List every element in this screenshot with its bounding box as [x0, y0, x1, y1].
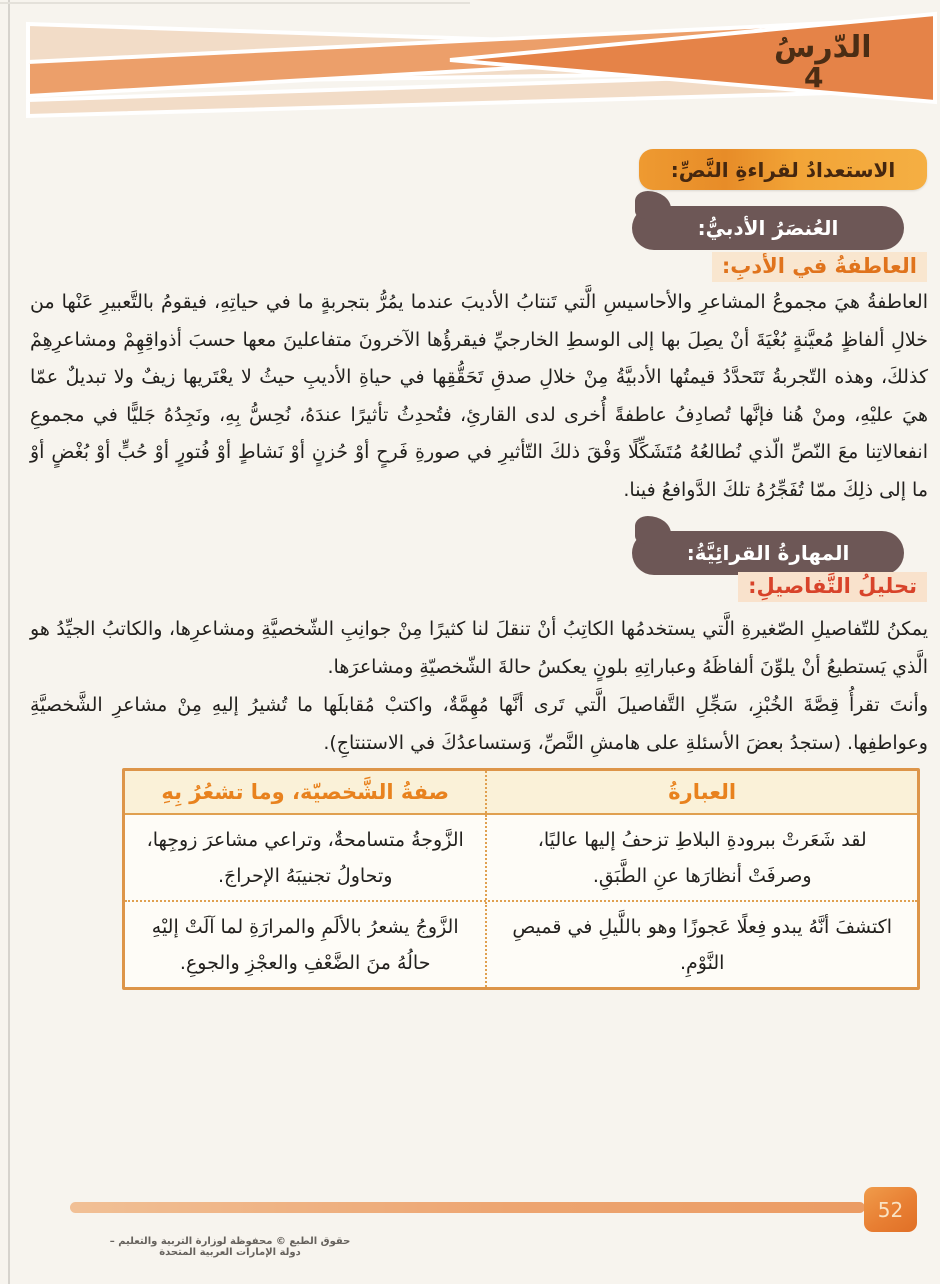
phrase-column-header: العبارةُ	[485, 771, 917, 813]
page-number-badge: 52	[864, 1187, 917, 1232]
lesson-label: الدّرسُ	[774, 29, 872, 65]
reading-skill-badge: المهارةُ القرائِيَّةُ:	[632, 531, 904, 575]
scan-edge-left	[8, 0, 10, 1284]
analyzing-details-heading: تحليلُ التَّفاصيلِ:	[738, 572, 927, 602]
details-paragraph-1: يمكنُ للتّفاصيلِ الصّغيرةِ الَّتي يستخدمُها الكاتِبُ أنْ تنقلَ لنا كثيرًا مِنْ جوانِبِ الشّخصيَّةِ ومشاعرِها، والكاتبُ الجيِّدُ هو الَّذي يَستطيعُ أنْ يلوِّنَ ألفاظَهُ وعباراتِهِ بلونٍ يعكسُ حالةَ الشّخصيّةِ ومشاعرَها.	[30, 618, 928, 678]
emotion-in-literature-heading: العاطفةُ في الأدبِ:	[712, 252, 927, 282]
trait-cell: الزَّوجُ يشعرُ بالألَمِ والمرارَةِ لما آلَتْ إليْهِ حالُهُ منَ الضَّعْفِ والعجْزِ والجوعِ.	[151, 915, 459, 974]
details-paragraph-2: وأنتَ تقرأُ قِصَّةَ الخُبْزِ، سَجِّلِ التَّفاصيلَ الَّتي تَرى أنَّها مُهِمَّةٌ، واكتبْ مُقابلَها ما تُشيرُ إليهِ مِنْ مشاعرِ الشَّخصيَّةِ وعواطفِها. (ستجدُ بعضَ الأسئلةِ على هامشِ النَّصِّ، وَستساعدُكَ في الاستنتاجِ).	[30, 694, 928, 754]
emotion-paragraph: العاطفةُ هيَ مجموعُ المشاعرِ والأحاسيسِ الَّتي تَنتابُ الأديبَ عندما يمُرُّ بتجربةٍ ما في حياتِهِ، فيقومُ بالتَّعبيرِ عَنْها من خلالِ ألفاظٍ مُعيَّنةٍ بُغْيَةَ أنْ يصِلَ بها إلى الوسطِ الخارجيِّ فيقرؤُها الآخرونَ متفاعلينَ معها حسبَ أذواقِهِمْ ومشاعرِهِمْ كذلكَ، وهذه التّجربةُ تَتَحدَّدُ قيمتُها الأدبيَّةُ مِنْ خلالِ صدقِ تَحَقُّقِها في حياةِ الأديبِ حيثُ لا يعْتَريها زيفٌ ولا تبديلٌ عمّا هيَ عليْهِ، ومنْ هُنا فإنَّها تُصادِفُ عاطفةً أُخرى لدى القارئِ، فتُحدِثُ تأثيرًا عندَهُ، نُحِسُّ بِهِ، ونَجِدُهُ جَليًّا في مجموعِ انفعالاتِنا معَ النّصِّ الّذي نُطالعُهُ مُتَشَكِّلًا وَفْقَ ذلكَ التّأثيرِ في صورةِ فَرحٍ أوْ حُزنٍ أوْ نَشاطٍ أوْ فُتورٍ أوْ حُبٍّ أوْ بُغْضٍ أوْ ما إلى ذلِكَ ممّا تُفَجِّرُهُ تلكَ الدَّوافعُ فينا.	[30, 291, 928, 501]
table-row	[125, 902, 917, 987]
table-header-row	[125, 771, 917, 815]
prep-reading-badge: الاستعدادُ لقراءةِ النَّصِّ:	[639, 149, 927, 190]
table-row	[125, 815, 917, 902]
trait-column-header: صفةُ الشَّخصيّة، وما تشعُرُ بِهِ	[161, 780, 450, 804]
trait-cell: الزَّوجةُ متسامحةٌ، وتراعي مشاعرَ زوجِها، وتحاولُ تجنيبَهُ الإحراجَ.	[146, 828, 464, 887]
footer-rule	[70, 1202, 865, 1213]
phrase-cell: لقد شَعَرتْ ببرودةِ البلاطِ تزحفُ إليها عاليًا، وصرفَتْ أنظارَها عنِ الطَّبَقِ.	[485, 815, 917, 900]
details-analysis-table	[122, 768, 920, 990]
phrase-cell: اكتشفَ أنَّهُ يبدو فِعلًا عَجوزًا وهو باللَّيلِ في قميصِ النَّوْمِ.	[485, 902, 917, 987]
copyright-notice: حقوق الطبع © محفوظة لوزارة التربية والتعليم – دولة الإمارات العربية المتحدة	[109, 1236, 351, 1258]
lesson-banner	[768, 22, 924, 102]
lesson-number: 4	[804, 61, 824, 95]
literary-element-badge: العُنصَرُ الأدبيُّ:	[632, 206, 904, 250]
